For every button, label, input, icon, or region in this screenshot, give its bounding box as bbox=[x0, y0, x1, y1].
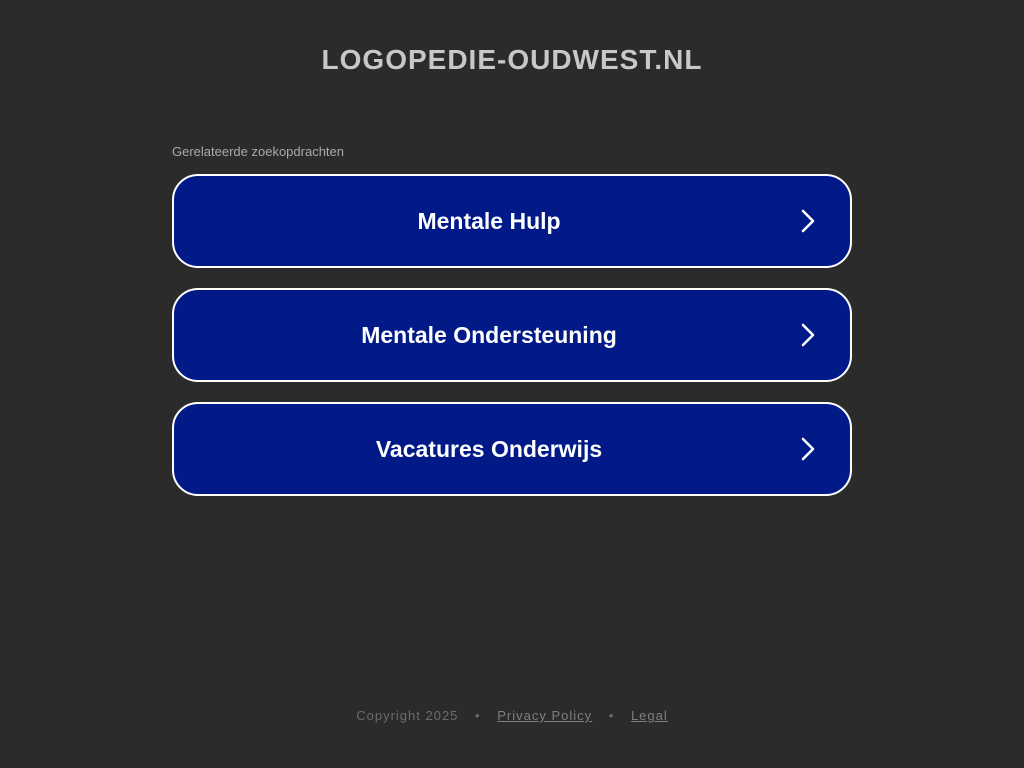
related-searches-list bbox=[172, 174, 852, 516]
related-link-label: Vacatures Onderwijs bbox=[375, 436, 603, 462]
chevron-right-icon bbox=[796, 209, 820, 233]
related-link-mentale-ondersteuning[interactable] bbox=[172, 288, 852, 382]
footer-separator: • bbox=[475, 708, 481, 723]
copyright-text: Copyright 2025 bbox=[356, 708, 459, 723]
chevron-right-icon bbox=[796, 323, 820, 347]
footer bbox=[0, 708, 1024, 723]
privacy-policy-link[interactable]: Privacy Policy bbox=[497, 708, 593, 723]
domain-title: LOGOPEDIE-OUDWEST.NL bbox=[321, 44, 703, 75]
related-link-label: Mentale Hulp bbox=[417, 208, 561, 234]
related-link-mentale-hulp[interactable] bbox=[172, 174, 852, 268]
chevron-right-icon bbox=[796, 437, 820, 461]
related-link-label: Mentale Ondersteuning bbox=[361, 322, 617, 348]
legal-link[interactable]: Legal bbox=[630, 708, 668, 723]
related-link-vacatures-onderwijs[interactable] bbox=[172, 402, 852, 496]
footer-separator: • bbox=[608, 708, 615, 723]
related-searches-label: Gerelateerde zoekopdrachten bbox=[172, 144, 345, 159]
